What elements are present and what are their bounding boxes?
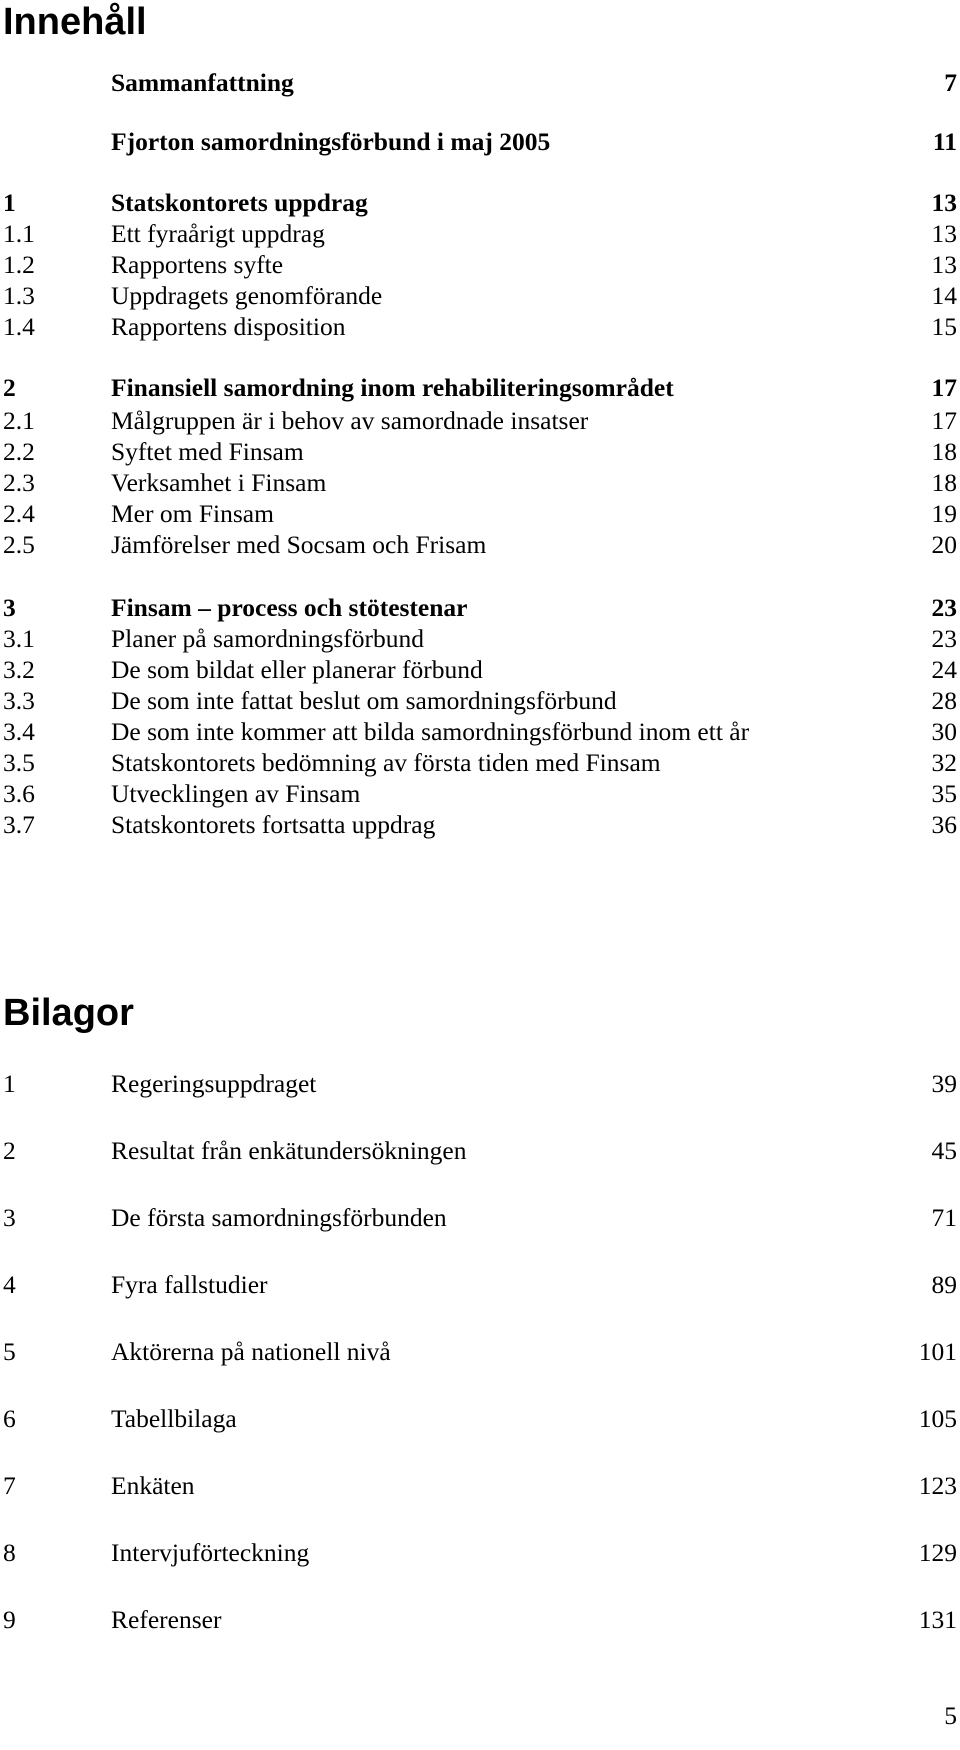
toc-entry-page: 13 [931,219,957,248]
appendix-entry-title: De första samordningsförbunden [111,1203,447,1232]
toc-entry-page: 15 [931,312,957,341]
toc-entry-page: 20 [931,530,957,559]
toc-heading: Innehåll [3,1,147,43]
toc-entry[interactable] [0,435,960,469]
toc-entry-number: 1.2 [3,250,35,279]
toc-entry-title: De som inte kommer att bilda samordningsförbund inom ett år [111,717,750,746]
toc-entry[interactable] [0,310,960,344]
toc-entry-title: Finsam – process och stötestenar [111,593,468,622]
toc-entry-title: Utvecklingen av Finsam [111,779,361,808]
toc-entry[interactable] [0,404,960,438]
toc-entry-number: 2.2 [3,437,35,466]
toc-entry-title: Uppdragets genomförande [111,281,383,310]
toc-entry-number: 3.7 [3,810,35,839]
toc-entry[interactable] [0,497,960,531]
toc-entry-page: 18 [931,468,957,497]
toc-entry-page: 14 [931,281,957,310]
toc-entry-page: 36 [931,810,957,839]
toc-entry[interactable] [0,371,960,405]
toc-entry-page: 23 [931,624,957,653]
appendix-entry[interactable] [0,1268,960,1302]
toc-entry[interactable] [0,622,960,656]
toc-entry[interactable] [0,248,960,282]
toc-entry[interactable] [0,217,960,251]
toc-entry-title: De som bildat eller planerar förbund [111,655,483,684]
toc-entry-title: Jämförelser med Socsam och Frisam [111,530,487,559]
toc-entry-number: 3.1 [3,624,35,653]
toc-entry-title: Fjorton samordningsförbund i maj 2005 [111,127,551,156]
toc-entry-number: 3 [3,593,16,622]
appendix-entry-page: 71 [931,1203,957,1232]
appendix-entry-title: Intervjuförteckning [111,1538,310,1567]
toc-entry-page: 23 [931,593,957,622]
toc-entry[interactable] [0,528,960,562]
toc-entry[interactable] [0,653,960,687]
appendix-entry-title: Fyra fallstudier [111,1270,268,1299]
toc-entry-number: 3.3 [3,686,35,715]
appendix-entry[interactable] [0,1201,960,1235]
toc-entry-title: De som inte fattat beslut om samordningsförbund [111,686,617,715]
page-number: 5 [944,1701,957,1730]
toc-entry-number: 1.4 [3,312,35,341]
appendix-entry-number: 9 [3,1605,16,1634]
toc-entry-number: 2.4 [3,499,35,528]
toc-entry-number: 2.5 [3,530,35,559]
toc-entry-page: 18 [931,437,957,466]
appendix-entry-title: Regeringsuppdraget [111,1069,317,1098]
appendix-entry-number: 3 [3,1203,16,1232]
toc-entry-title: Syftet med Finsam [111,437,304,466]
toc-entry[interactable] [0,746,960,780]
toc-entry[interactable] [0,125,960,159]
appendix-entry-page: 105 [918,1404,957,1433]
toc-entry-title: Statskontorets fortsatta uppdrag [111,810,436,839]
appendix-entry-number: 1 [3,1069,16,1098]
toc-entry-number: 2.1 [3,406,35,435]
toc-entry[interactable] [0,777,960,811]
toc-entry-number: 3.4 [3,717,35,746]
toc-entry-page: 13 [931,188,957,217]
appendix-entry-title: Aktörerna på nationell nivå [111,1337,391,1366]
toc-entry-number: 2.3 [3,468,35,497]
toc-entry-title: Sammanfattning [111,68,294,97]
toc-entry-title: Rapportens disposition [111,312,346,341]
appendix-entry[interactable] [0,1335,960,1369]
toc-entry[interactable] [0,66,960,100]
appendix-entry-number: 6 [3,1404,16,1433]
toc-entry-title: Rapportens syfte [111,250,284,279]
toc-entry-page: 30 [931,717,957,746]
appendix-entry-page: 89 [931,1270,957,1299]
toc-entry-number: 3.2 [3,655,35,684]
toc-entry-page: 32 [931,748,957,777]
appendix-entry-page: 123 [918,1471,957,1500]
appendix-entry-page: 129 [918,1538,957,1567]
toc-entry-number: 1.3 [3,281,35,310]
appendix-entry-title: Referenser [111,1605,222,1634]
toc-entry[interactable] [0,591,960,625]
appendix-entry[interactable] [0,1469,960,1503]
appendix-entry-number: 8 [3,1538,16,1567]
appendix-entry-page: 45 [931,1136,957,1165]
toc-entry-page: 17 [931,373,957,402]
toc-entry[interactable] [0,715,960,749]
appendix-heading: Bilagor [3,992,134,1034]
toc-entry-page: 13 [931,250,957,279]
appendix-entry-number: 5 [3,1337,16,1366]
toc-entry-title: Mer om Finsam [111,499,274,528]
toc-entry-page: 35 [931,779,957,808]
appendix-entry-page: 131 [918,1605,957,1634]
appendix-entry-title: Enkäten [111,1471,195,1500]
toc-entry[interactable] [0,466,960,500]
toc-entry-title: Planer på samordningsförbund [111,624,425,653]
appendix-entry-title: Resultat från enkätundersökningen [111,1136,467,1165]
toc-entry-number: 1.1 [3,219,35,248]
toc-entry-page: 17 [931,406,957,435]
toc-entry-number: 3.5 [3,748,35,777]
toc-entry-page: 19 [931,499,957,528]
toc-entry-title: Statskontorets bedömning av första tiden med Finsam [111,748,661,777]
toc-entry[interactable] [0,186,960,220]
appendix-entry-number: 4 [3,1270,16,1299]
appendix-entry[interactable] [0,1536,960,1570]
toc-entry-title: Målgruppen är i behov av samordnade insatser [111,406,589,435]
toc-entry[interactable] [0,279,960,313]
appendix-entry-title: Tabellbilaga [111,1404,237,1433]
toc-entry[interactable] [0,684,960,718]
toc-entry-number: 3.6 [3,779,35,808]
appendix-entry-number: 7 [3,1471,16,1500]
appendix-entry-number: 2 [3,1136,16,1165]
appendix-entry[interactable] [0,1067,960,1101]
toc-entry-number: 2 [3,373,16,402]
toc-entry-page: 7 [944,68,957,97]
appendix-entry[interactable] [0,1603,960,1637]
toc-entry[interactable] [0,808,960,842]
appendix-entry-page: 101 [918,1337,957,1366]
toc-entry-title: Finansiell samordning inom rehabiliteringsområdet [111,373,674,402]
toc-entry-page: 11 [932,127,957,156]
toc-entry-title: Statskontorets uppdrag [111,188,368,217]
toc-entry-number: 1 [3,188,16,217]
toc-entry-title: Ett fyraårigt uppdrag [111,219,325,248]
toc-entry-page: 28 [931,686,957,715]
appendix-entry-page: 39 [931,1069,957,1098]
toc-entry-page: 24 [931,655,957,684]
appendix-entry[interactable] [0,1134,960,1168]
appendix-entry[interactable] [0,1402,960,1436]
toc-entry-title: Verksamhet i Finsam [111,468,327,497]
